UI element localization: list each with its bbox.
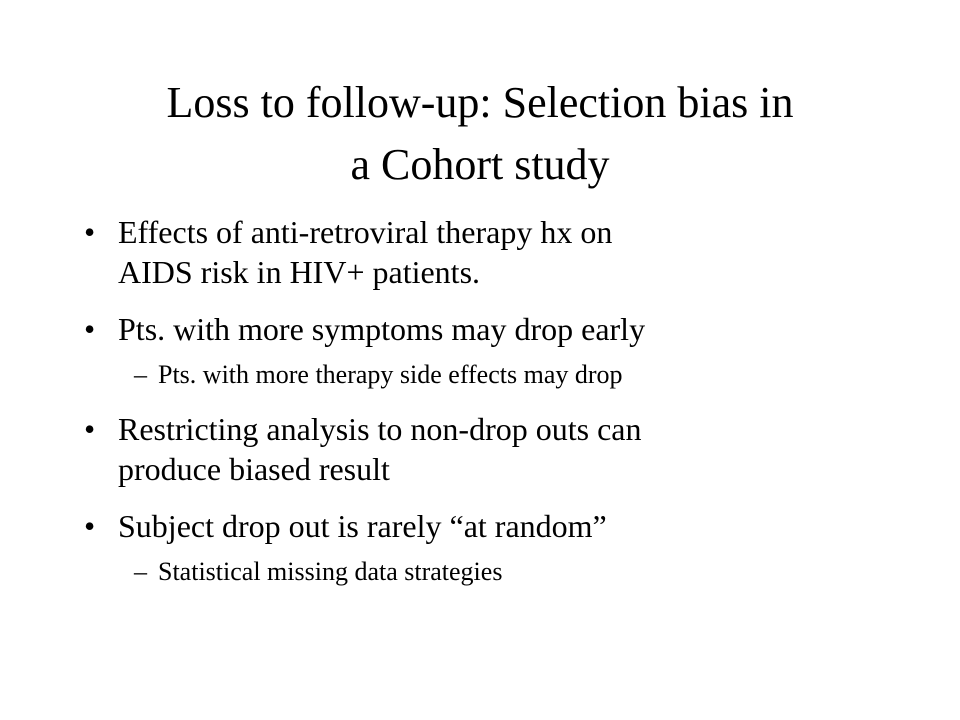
bullet-text-line: produce biased result — [118, 451, 390, 487]
sub-bullet-marker: – — [134, 557, 147, 586]
bullet-marker: • — [84, 214, 96, 250]
bullet-marker: • — [84, 508, 96, 544]
bullet-item-symptom-dropout — [84, 309, 904, 349]
bullet-text-line: Pts. with more symptoms may drop early — [118, 311, 646, 347]
bullet-text-line: Effects of anti-retroviral therapy hx on — [118, 214, 613, 250]
bullet-marker: • — [84, 411, 96, 447]
sub-bullet-missing-data — [84, 555, 904, 589]
title-line-1: Loss to follow-up: Selection bias in — [166, 78, 794, 127]
sub-bullet-text: Pts. with more therapy side effects may drop — [158, 360, 623, 389]
slide-title — [60, 72, 900, 196]
bullet-text-line: Restricting analysis to non-drop outs can — [118, 411, 642, 447]
sub-bullet-side-effects — [84, 358, 904, 392]
bullet-item-restricting-analysis — [84, 409, 904, 489]
bullet-text-line: AIDS risk in HIV+ patients. — [118, 254, 481, 290]
bullet-item-not-random — [84, 506, 904, 546]
title-line-2: a Cohort study — [350, 140, 610, 189]
sub-bullet-text: Statistical missing data strategies — [158, 557, 503, 586]
bullet-text-line: Subject drop out is rarely “at random” — [118, 508, 607, 544]
sub-bullet-marker: – — [134, 360, 147, 389]
bullet-marker: • — [84, 311, 96, 347]
bullet-item-therapy-effects — [84, 212, 904, 292]
bullet-list — [84, 212, 904, 606]
